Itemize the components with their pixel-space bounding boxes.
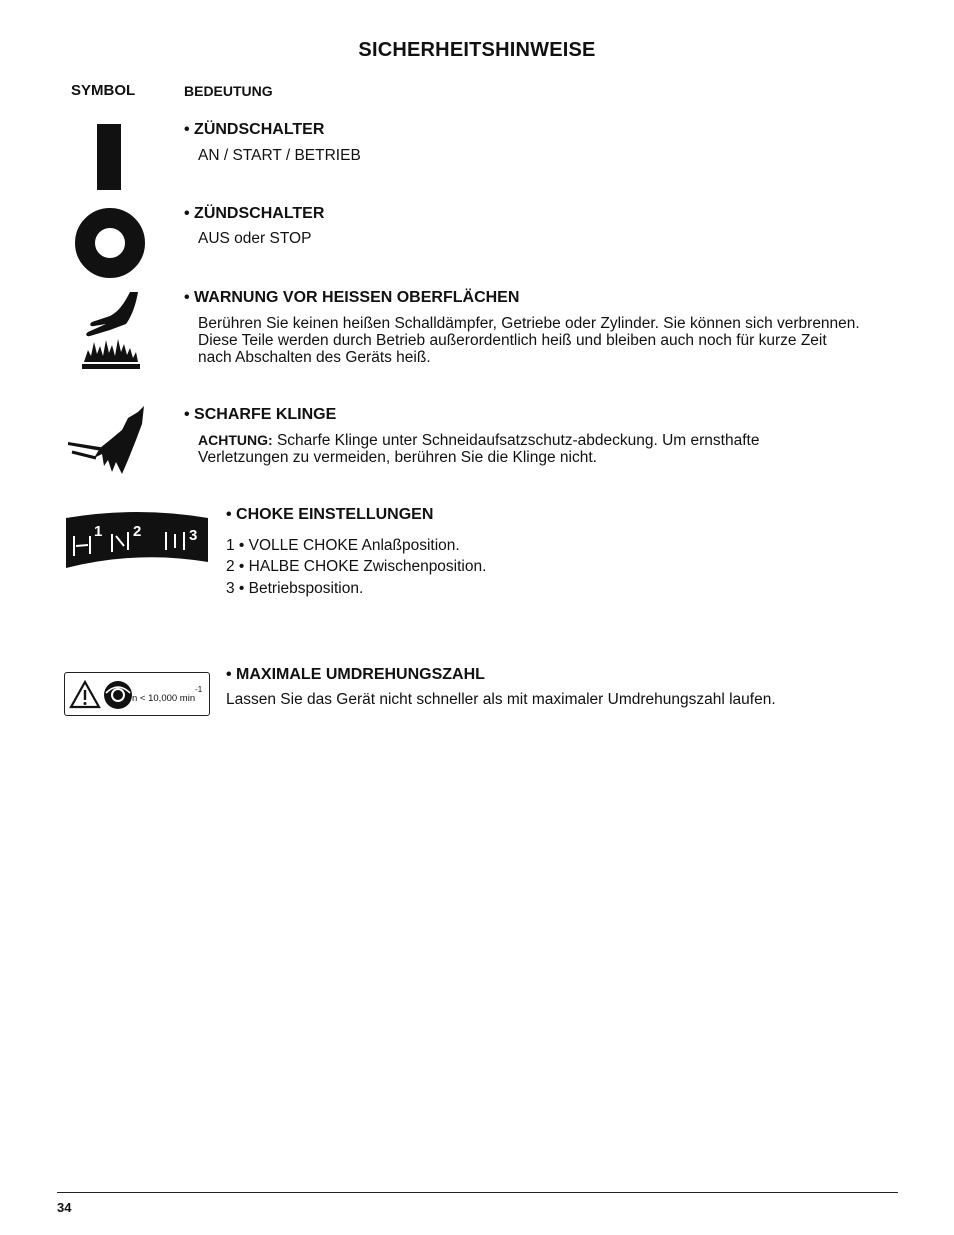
choke-badge-number: 2 xyxy=(133,523,142,540)
choke-positions-icon xyxy=(62,512,212,572)
ignition-off-text: AUS oder STOP xyxy=(198,230,312,247)
ignition-off-symbol-icon xyxy=(74,207,146,279)
meaning-column-header: BEDEUTUNG xyxy=(184,83,273,99)
hot-surface-line: Berühren Sie keinen heißen Schalldämpfer, Getriebe oder Zylinder. Sie können sich verbrennen. xyxy=(198,315,860,332)
rpm-value: n < 10,000 min xyxy=(132,693,196,705)
max-rpm-text: Lassen Sie das Gerät nicht schneller als mit maximaler Umdrehungszahl laufen. xyxy=(226,691,776,708)
sharp-blade-text xyxy=(198,432,918,466)
hot-surface-line: Diese Teile werden durch Betrieb außerordentlich heiß und bleiben auch noch für kurze Zeit xyxy=(198,332,827,349)
choke-badge-number: 3 xyxy=(189,527,198,544)
warning-triangle-icon xyxy=(69,679,133,711)
ignition-on-heading: • ZÜNDSCHALTER xyxy=(184,121,325,138)
sharp-blade-heading: • SCHARFE KLINGE xyxy=(184,406,337,423)
choke-heading: • CHOKE EINSTELLUNGEN xyxy=(226,506,434,523)
warning-lead: ACHTUNG: xyxy=(198,432,273,448)
ignition-on-symbol-icon xyxy=(95,124,125,190)
sharp-blade-line: Scharfe Klinge unter Schneidaufsatzschutz-abdeckung. Um ernsthafte xyxy=(272,432,760,449)
hot-surface-line: nach Abschalten des Geräts heiß. xyxy=(198,349,431,366)
page-title: SICHERHEITSHINWEISE xyxy=(358,39,596,61)
choke-item: 3 • Betriebsposition. xyxy=(226,580,364,597)
max-rpm-heading: • MAXIMALE UMDREHUNGSZAHL xyxy=(226,666,485,683)
footer-divider xyxy=(57,1192,898,1193)
rpm-exponent: -1 xyxy=(195,685,203,694)
symbol-column-header: SYMBOL xyxy=(71,82,136,99)
choke-item: 2 • HALBE CHOKE Zwischenposition. xyxy=(226,558,487,575)
hot-surface-heading: • WARNUNG VOR HEISSEN OBERFLÄCHEN xyxy=(184,289,520,306)
sharp-blade-icon xyxy=(66,404,150,478)
max-rpm-label-icon xyxy=(64,672,210,716)
max-rpm-label-text xyxy=(132,685,203,705)
choke-badge-number: 1 xyxy=(94,523,103,540)
sharp-blade-line: Verletzungen zu vermeiden, berühren Sie die Klinge nicht. xyxy=(198,449,597,466)
ignition-off-heading: • ZÜNDSCHALTER xyxy=(184,205,325,222)
choke-item: 1 • VOLLE CHOKE Anlaßposition. xyxy=(226,537,460,554)
ignition-on-text: AN / START / BETRIEB xyxy=(198,147,361,164)
page-number: 34 xyxy=(57,1200,72,1215)
hot-surface-warning-icon xyxy=(80,290,142,372)
hot-surface-text xyxy=(198,315,918,366)
